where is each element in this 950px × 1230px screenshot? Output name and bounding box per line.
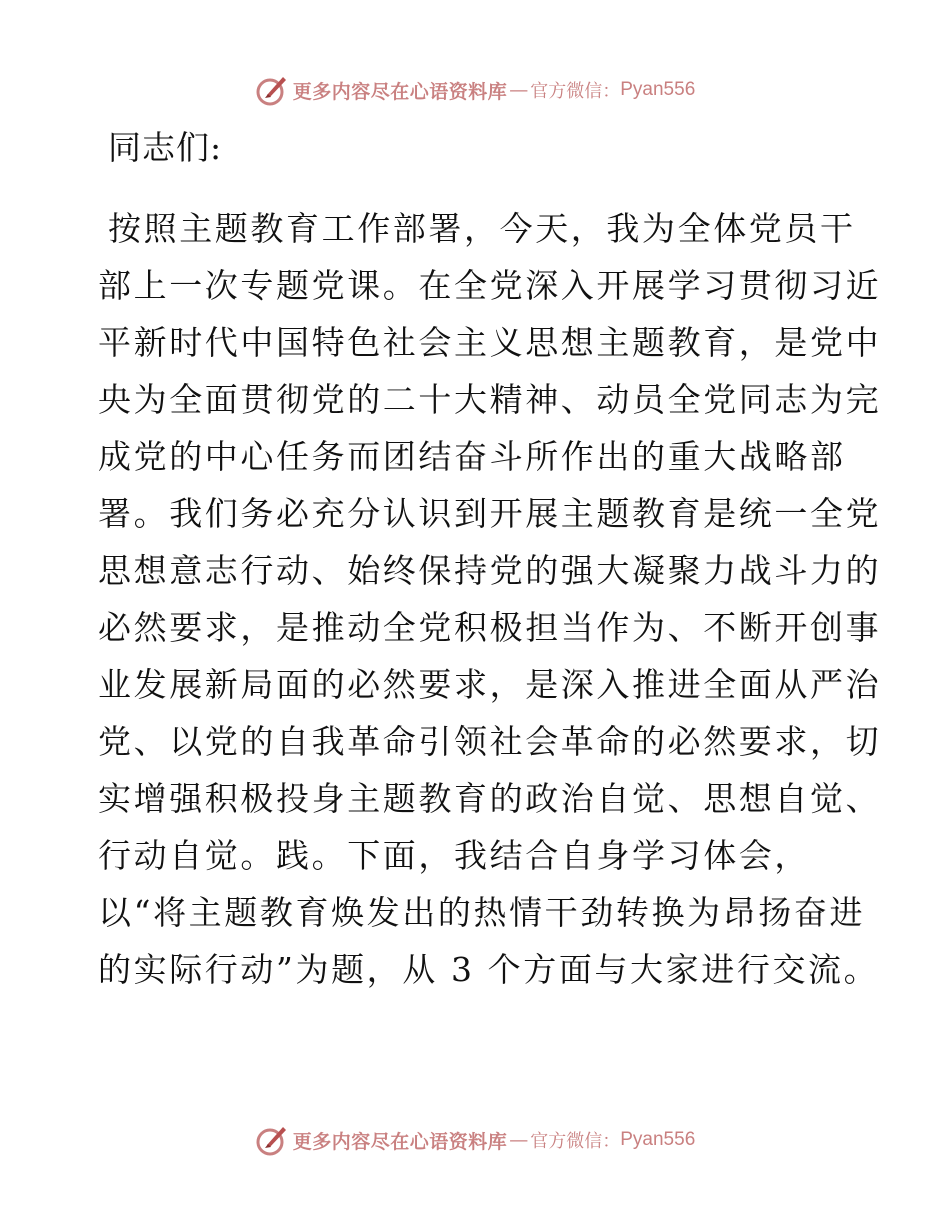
watermark-id: Pyan556 [620, 1129, 696, 1150]
watermark-dash: — [509, 1129, 529, 1151]
feather-pen-logo-icon [255, 1123, 289, 1157]
watermark-id: Pyan556 [620, 79, 696, 100]
body-line: 业发展新局面的必然要求，是深入推进全面从严治 [98, 665, 882, 704]
body-paragraph [98, 200, 882, 998]
body-line: 必然要求，是推动全党积极担当作为、不断开创事 [98, 608, 882, 647]
salutation: 同志们: [108, 128, 223, 167]
watermark-dash: — [509, 79, 529, 101]
body-line: 党、以党的自我革命引领社会革命的必然要求，切 [98, 722, 882, 761]
body-line: 平新时代中国特色社会主义思想主题教育，是党中 [98, 323, 882, 362]
body-line: 行动自觉。践。下面，我结合自身学习体会， [98, 836, 810, 875]
watermark-text: 更多内容尽在心语资料库 [292, 80, 508, 103]
body-line: 央为全面贯彻党的二十大精神、动员全党同志为完 [98, 380, 882, 419]
body-line: 以“将主题教育焕发出的热情干劲转换为昂扬奋进 [98, 893, 866, 932]
body-line: 的实际行动”为题，从 3 个方面与大家进行交流。 [98, 950, 880, 989]
watermark-sub: 官方微信： [530, 1131, 621, 1152]
body-line: 按照主题教育工作部署，今天，我为全体党员干 [108, 209, 856, 248]
watermark-sub: 官方微信： [530, 81, 621, 102]
body-line: 署。我们务必充分认识到开展主题教育是统一全党 [98, 494, 882, 533]
header-watermark [0, 70, 950, 110]
body-line: 实增强积极投身主题教育的政治自觉、思想自觉、 [98, 779, 882, 818]
feather-pen-logo-icon [255, 73, 289, 107]
footer-watermark [0, 1120, 950, 1160]
body-line: 成党的中心任务而团结奋斗所作出的重大战略部 [98, 437, 846, 476]
body-line: 部上一次专题党课。在全党深入开展学习贯彻习近 [98, 266, 882, 305]
watermark-text: 更多内容尽在心语资料库 [292, 1130, 508, 1153]
body-line: 思想意志行动、始终保持党的强大凝聚力战斗力的 [98, 551, 882, 590]
